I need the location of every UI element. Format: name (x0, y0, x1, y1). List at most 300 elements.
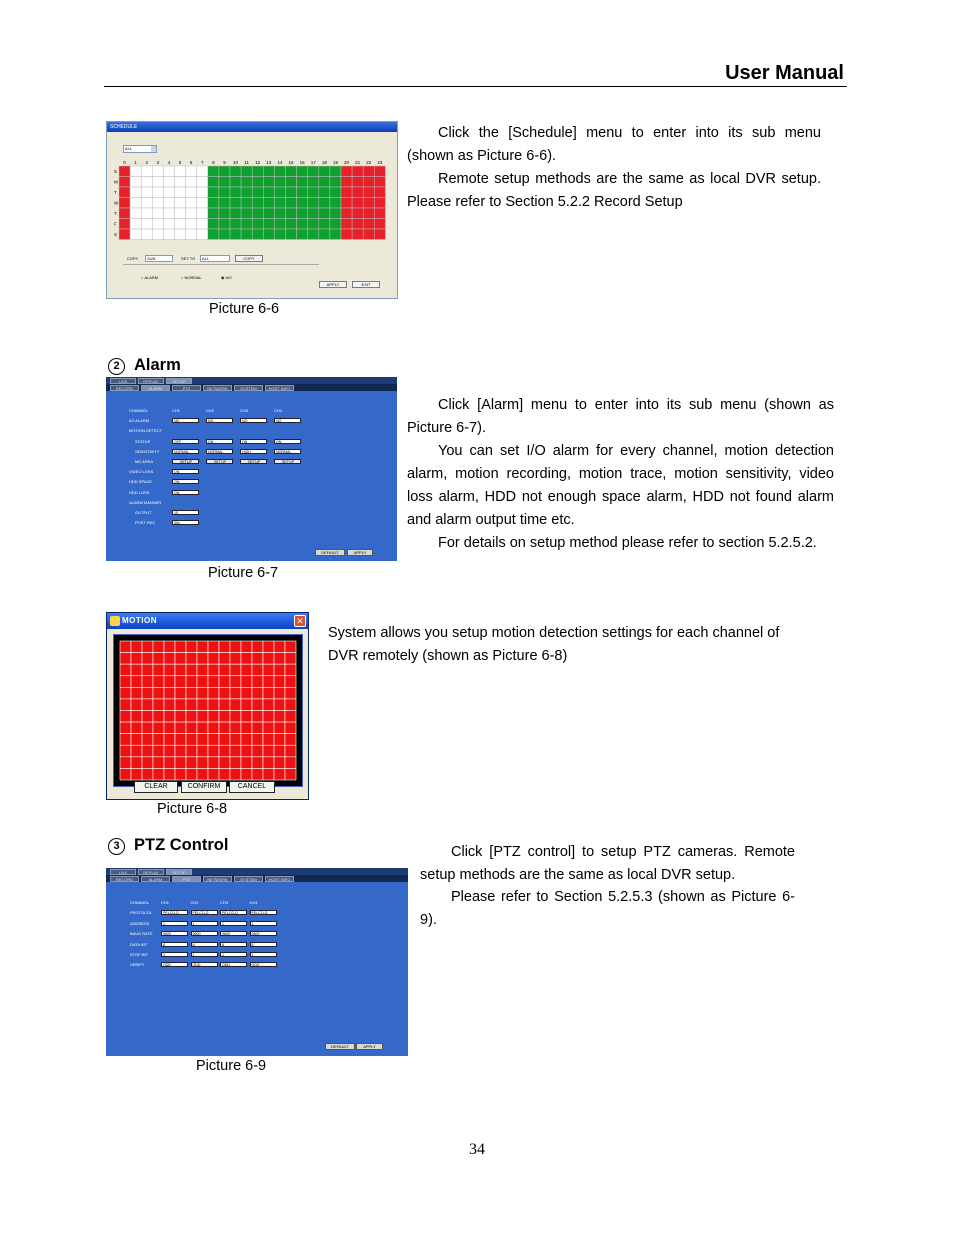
schedule-cell[interactable] (308, 208, 319, 219)
motion-cell[interactable] (274, 722, 285, 734)
motion-cell[interactable] (120, 734, 131, 746)
ptz-select[interactable]: 9600 (250, 931, 277, 936)
close-icon[interactable]: ✕ (294, 615, 306, 627)
motion-cell[interactable] (263, 757, 274, 769)
motion-cell[interactable] (241, 641, 252, 653)
motion-cell[interactable] (285, 745, 296, 757)
alarm-setup-button[interactable]: SETUP (172, 459, 199, 464)
motion-cell[interactable] (263, 745, 274, 757)
schedule-cell[interactable] (230, 166, 241, 177)
motion-cell[interactable] (241, 722, 252, 734)
motion-cell[interactable] (142, 687, 153, 699)
schedule-cell[interactable] (297, 198, 308, 209)
schedule-cell[interactable] (163, 187, 174, 198)
schedule-cell[interactable] (374, 166, 385, 177)
schedule-cell[interactable] (141, 208, 152, 219)
motion-cell[interactable] (142, 722, 153, 734)
schedule-cell[interactable] (286, 208, 297, 219)
motion-cell[interactable] (208, 664, 219, 676)
motion-cell[interactable] (197, 664, 208, 676)
schedule-cell[interactable] (330, 166, 341, 177)
schedule-cell[interactable] (175, 166, 186, 177)
motion-cell[interactable] (164, 757, 175, 769)
ptz-select[interactable]: PELCO-D (220, 910, 247, 915)
schedule-cell[interactable] (152, 166, 163, 177)
motion-cell[interactable] (153, 699, 164, 711)
motion-cell[interactable] (219, 768, 230, 780)
motion-cell[interactable] (241, 676, 252, 688)
motion-cell[interactable] (252, 664, 263, 676)
schedule-cell[interactable] (263, 166, 274, 177)
schedule-cell[interactable] (263, 198, 274, 209)
motion-cell[interactable] (252, 676, 263, 688)
schedule-cell[interactable] (341, 166, 352, 177)
motion-cell[interactable] (186, 734, 197, 746)
schedule-cell[interactable] (208, 177, 219, 188)
schedule-cell[interactable] (175, 187, 186, 198)
schedule-cell[interactable] (241, 177, 252, 188)
schedule-cell[interactable] (119, 177, 130, 188)
schedule-cell[interactable] (274, 187, 285, 198)
motion-cell[interactable] (142, 699, 153, 711)
schedule-cell[interactable] (352, 198, 363, 209)
motion-cell[interactable] (230, 734, 241, 746)
motion-cell[interactable] (142, 676, 153, 688)
schedule-cell[interactable] (219, 187, 230, 198)
schedule-cell[interactable] (219, 208, 230, 219)
alarm-top-tab[interactable]: SETUP (166, 378, 192, 384)
motion-cell[interactable] (153, 653, 164, 665)
alarm-select[interactable]: ON (172, 479, 199, 484)
motion-cell[interactable] (241, 768, 252, 780)
schedule-cell[interactable] (363, 177, 374, 188)
motion-cell[interactable] (252, 734, 263, 746)
ptz-top-tab[interactable]: SETUP (166, 869, 192, 875)
ptz-select[interactable]: 8 (250, 942, 277, 947)
motion-cell[interactable] (263, 722, 274, 734)
motion-cell[interactable] (197, 745, 208, 757)
motion-cell[interactable] (142, 745, 153, 757)
schedule-cell[interactable] (263, 208, 274, 219)
schedule-cell[interactable] (208, 166, 219, 177)
copy-select[interactable]: SUN (145, 255, 173, 262)
clear-button[interactable]: CLEAR (134, 781, 178, 793)
set-to-select[interactable]: ALL (200, 255, 230, 262)
motion-cell[interactable] (153, 745, 164, 757)
schedule-cell[interactable] (286, 166, 297, 177)
motion-cell[interactable] (285, 768, 296, 780)
alarm-select[interactable]: NO (206, 418, 233, 423)
motion-cell[interactable] (263, 734, 274, 746)
motion-cell[interactable] (164, 711, 175, 723)
schedule-cell[interactable] (252, 208, 263, 219)
motion-cell[interactable] (142, 711, 153, 723)
motion-cell[interactable] (175, 711, 186, 723)
schedule-cell[interactable] (252, 177, 263, 188)
motion-cell[interactable] (263, 664, 274, 676)
schedule-cell[interactable] (319, 166, 330, 177)
schedule-cell[interactable] (274, 166, 285, 177)
motion-cell[interactable] (208, 676, 219, 688)
schedule-cell[interactable] (119, 198, 130, 209)
schedule-cell[interactable] (208, 229, 219, 240)
schedule-cell[interactable] (319, 198, 330, 209)
schedule-cell[interactable] (208, 198, 219, 209)
schedule-cell[interactable] (330, 198, 341, 209)
motion-cell[interactable] (197, 676, 208, 688)
schedule-cell[interactable] (152, 208, 163, 219)
alarm-default-button[interactable]: DEFAULT (315, 549, 345, 556)
schedule-cell[interactable] (175, 198, 186, 209)
motion-cell[interactable] (208, 734, 219, 746)
motion-cell[interactable] (186, 711, 197, 723)
motion-cell[interactable] (274, 653, 285, 665)
ptz-select[interactable]: 1 (220, 952, 247, 957)
ptz-select[interactable]: 8 (191, 942, 218, 947)
ptz-tab[interactable]: NETWORK (203, 876, 232, 882)
schedule-cell[interactable] (319, 219, 330, 230)
schedule-cell[interactable] (141, 187, 152, 198)
schedule-cell[interactable] (252, 166, 263, 177)
ptz-select[interactable]: 1 (191, 921, 218, 926)
schedule-cell[interactable] (363, 198, 374, 209)
motion-cell[interactable] (120, 664, 131, 676)
motion-cell[interactable] (120, 641, 131, 653)
motion-cell[interactable] (219, 734, 230, 746)
motion-cell[interactable] (219, 722, 230, 734)
schedule-cell[interactable] (130, 187, 141, 198)
motion-cell[interactable] (153, 641, 164, 653)
motion-cell[interactable] (230, 641, 241, 653)
motion-cell[interactable] (197, 722, 208, 734)
motion-cell[interactable] (219, 711, 230, 723)
schedule-cell[interactable] (197, 166, 208, 177)
schedule-cell[interactable] (163, 219, 174, 230)
motion-cell[interactable] (241, 653, 252, 665)
motion-cell[interactable] (186, 676, 197, 688)
motion-cell[interactable] (285, 711, 296, 723)
motion-cell[interactable] (164, 734, 175, 746)
motion-cell[interactable] (175, 641, 186, 653)
schedule-cell[interactable] (341, 187, 352, 198)
motion-cell[interactable] (208, 687, 219, 699)
motion-cell[interactable] (131, 664, 142, 676)
motion-cell[interactable] (208, 745, 219, 757)
motion-cell[interactable] (241, 664, 252, 676)
motion-cell[interactable] (164, 745, 175, 757)
ptz-select[interactable]: 9600 (161, 931, 188, 936)
motion-cell[interactable] (241, 699, 252, 711)
ptz-select[interactable]: 8 (161, 942, 188, 947)
motion-cell[interactable] (197, 699, 208, 711)
schedule-cell[interactable] (374, 198, 385, 209)
alarm-select[interactable]: NO (240, 418, 267, 423)
motion-cell[interactable] (230, 722, 241, 734)
motion-cell[interactable] (142, 734, 153, 746)
schedule-cell[interactable] (186, 166, 197, 177)
schedule-cell[interactable] (186, 229, 197, 240)
alarm-tab[interactable]: ALARM (141, 385, 170, 391)
motion-cell[interactable] (208, 711, 219, 723)
motion-cell[interactable] (186, 745, 197, 757)
schedule-cell[interactable] (152, 187, 163, 198)
motion-cell[interactable] (153, 734, 164, 746)
ptz-apply-button[interactable]: APPLY (356, 1043, 383, 1050)
motion-cell[interactable] (153, 664, 164, 676)
motion-cell[interactable] (252, 653, 263, 665)
ptz-select[interactable]: 1 (161, 952, 188, 957)
schedule-cell[interactable] (308, 229, 319, 240)
ptz-select[interactable]: ODD (250, 962, 277, 967)
schedule-cell[interactable] (197, 198, 208, 209)
motion-cell[interactable] (274, 757, 285, 769)
schedule-cell[interactable] (219, 219, 230, 230)
alarm-tab[interactable]: HOST INFO (265, 385, 294, 391)
motion-cell[interactable] (252, 699, 263, 711)
motion-cell[interactable] (208, 641, 219, 653)
ptz-select[interactable]: 1 (161, 921, 188, 926)
motion-cell[interactable] (197, 757, 208, 769)
schedule-cell[interactable] (352, 219, 363, 230)
motion-cell[interactable] (274, 676, 285, 688)
schedule-cell[interactable] (175, 219, 186, 230)
alarm-top-tab[interactable]: LIVE (110, 378, 136, 384)
motion-cell[interactable] (153, 711, 164, 723)
schedule-cell[interactable] (352, 177, 363, 188)
motion-cell[interactable] (219, 676, 230, 688)
motion-cell[interactable] (274, 711, 285, 723)
schedule-cell[interactable] (119, 219, 130, 230)
schedule-cell[interactable] (286, 229, 297, 240)
ptz-select[interactable]: PELCO-D (191, 910, 218, 915)
motion-cell[interactable] (197, 768, 208, 780)
schedule-cell[interactable] (363, 208, 374, 219)
schedule-cell[interactable] (352, 187, 363, 198)
motion-cell[interactable] (186, 722, 197, 734)
confirm-button[interactable]: CONFIRM (181, 781, 227, 793)
motion-cell[interactable] (230, 687, 241, 699)
motion-cell[interactable] (285, 687, 296, 699)
schedule-cell[interactable] (130, 177, 141, 188)
motion-cell[interactable] (175, 734, 186, 746)
alarm-select[interactable]: OFF (172, 439, 199, 444)
schedule-channel-select[interactable] (123, 145, 157, 153)
schedule-cell[interactable] (374, 219, 385, 230)
alarm-setup-button[interactable]: SETUP (206, 459, 233, 464)
schedule-cell[interactable] (352, 229, 363, 240)
motion-cell[interactable] (142, 757, 153, 769)
schedule-grid[interactable] (113, 158, 393, 268)
schedule-cell[interactable] (363, 229, 374, 240)
schedule-cell[interactable] (141, 166, 152, 177)
schedule-cell[interactable] (341, 198, 352, 209)
schedule-cell[interactable] (297, 219, 308, 230)
schedule-cell[interactable] (286, 219, 297, 230)
motion-cell[interactable] (153, 757, 164, 769)
motion-cell[interactable] (219, 687, 230, 699)
alarm-tab[interactable]: NETWORK (203, 385, 232, 391)
schedule-cell[interactable] (241, 229, 252, 240)
motion-cell[interactable] (131, 699, 142, 711)
schedule-cell[interactable] (175, 229, 186, 240)
motion-cell[interactable] (219, 653, 230, 665)
schedule-cell[interactable] (374, 177, 385, 188)
schedule-cell[interactable] (230, 198, 241, 209)
motion-cell[interactable] (131, 653, 142, 665)
alarm-select[interactable]: NORMAL (206, 449, 233, 454)
motion-cell[interactable] (208, 757, 219, 769)
schedule-cell[interactable] (297, 229, 308, 240)
schedule-cell[interactable] (308, 219, 319, 230)
schedule-cell[interactable] (197, 229, 208, 240)
schedule-cell[interactable] (130, 229, 141, 240)
motion-cell[interactable] (274, 768, 285, 780)
motion-cell[interactable] (274, 734, 285, 746)
motion-cell[interactable] (285, 757, 296, 769)
schedule-cell[interactable] (130, 208, 141, 219)
schedule-cell[interactable] (330, 229, 341, 240)
motion-cell[interactable] (197, 734, 208, 746)
schedule-cell[interactable] (119, 166, 130, 177)
motion-cell[interactable] (285, 641, 296, 653)
ptz-select[interactable]: 1 (250, 921, 277, 926)
apply-button[interactable]: APPLY (319, 281, 347, 288)
ptz-select[interactable]: ODD (191, 962, 218, 967)
schedule-cell[interactable] (319, 177, 330, 188)
schedule-cell[interactable] (297, 187, 308, 198)
ptz-select[interactable]: ODD (220, 962, 247, 967)
schedule-cell[interactable] (186, 177, 197, 188)
motion-cell[interactable] (285, 653, 296, 665)
schedule-cell[interactable] (175, 208, 186, 219)
ptz-tab[interactable]: SYSTEM (234, 876, 263, 882)
schedule-cell[interactable] (252, 219, 263, 230)
motion-cell[interactable] (208, 768, 219, 780)
ptz-tab[interactable]: HOST INFO (265, 876, 294, 882)
schedule-cell[interactable] (252, 198, 263, 209)
schedule-cell[interactable] (374, 208, 385, 219)
schedule-cell[interactable] (219, 166, 230, 177)
motion-cell[interactable] (230, 745, 241, 757)
exit-button[interactable]: EXIT (352, 281, 380, 288)
motion-cell[interactable] (175, 757, 186, 769)
ptz-select[interactable]: 9600 (220, 931, 247, 936)
alarm-select[interactable]: ON (172, 469, 199, 474)
motion-cell[interactable] (186, 653, 197, 665)
schedule-cell[interactable] (252, 229, 263, 240)
motion-cell[interactable] (164, 722, 175, 734)
schedule-cell[interactable] (230, 208, 241, 219)
schedule-cell[interactable] (319, 187, 330, 198)
schedule-cell[interactable] (263, 187, 274, 198)
motion-cell[interactable] (175, 687, 186, 699)
alarm-tab[interactable]: PTZ (172, 385, 201, 391)
motion-cell[interactable] (197, 641, 208, 653)
schedule-cell[interactable] (263, 177, 274, 188)
motion-cell[interactable] (208, 653, 219, 665)
motion-cell[interactable] (142, 641, 153, 653)
motion-cell[interactable] (142, 653, 153, 665)
schedule-cell[interactable] (319, 208, 330, 219)
schedule-cell[interactable] (208, 219, 219, 230)
ptz-default-button[interactable]: DEFAULT (325, 1043, 355, 1050)
schedule-cell[interactable] (163, 229, 174, 240)
motion-cell[interactable] (164, 653, 175, 665)
motion-cell[interactable] (263, 653, 274, 665)
alarm-select[interactable]: ON (274, 439, 301, 444)
ptz-top-tab[interactable]: LIVE (110, 869, 136, 875)
schedule-cell[interactable] (186, 187, 197, 198)
motion-cell[interactable] (142, 768, 153, 780)
motion-cell[interactable] (153, 676, 164, 688)
schedule-cell[interactable] (163, 198, 174, 209)
schedule-cell[interactable] (330, 219, 341, 230)
motion-cell[interactable] (175, 768, 186, 780)
schedule-cell[interactable] (175, 177, 186, 188)
motion-cell[interactable] (263, 768, 274, 780)
motion-cell[interactable] (175, 745, 186, 757)
motion-cell[interactable] (164, 768, 175, 780)
motion-cell[interactable] (120, 711, 131, 723)
ptz-select[interactable]: PELCO-D (161, 910, 188, 915)
motion-cell[interactable] (285, 722, 296, 734)
motion-cell[interactable] (131, 676, 142, 688)
alarm-select[interactable]: NORMAL (274, 449, 301, 454)
ptz-select[interactable]: 9600 (191, 931, 218, 936)
ptz-select[interactable]: 1 (250, 952, 277, 957)
schedule-cell[interactable] (152, 219, 163, 230)
legend-no[interactable]: ◉ NO (221, 275, 232, 280)
schedule-cell[interactable] (374, 229, 385, 240)
motion-cell[interactable] (219, 699, 230, 711)
schedule-cell[interactable] (330, 187, 341, 198)
schedule-cell[interactable] (186, 219, 197, 230)
ptz-select[interactable]: 1 (191, 952, 218, 957)
schedule-cell[interactable] (163, 208, 174, 219)
motion-cell[interactable] (208, 699, 219, 711)
motion-cell[interactable] (219, 641, 230, 653)
schedule-cell[interactable] (352, 166, 363, 177)
motion-cell[interactable] (252, 768, 263, 780)
schedule-cell[interactable] (274, 177, 285, 188)
motion-cell[interactable] (230, 676, 241, 688)
schedule-cell[interactable] (297, 208, 308, 219)
motion-cell[interactable] (186, 641, 197, 653)
motion-cell[interactable] (186, 757, 197, 769)
schedule-cell[interactable] (308, 187, 319, 198)
schedule-cell[interactable] (352, 208, 363, 219)
motion-cell[interactable] (252, 687, 263, 699)
motion-cell[interactable] (175, 676, 186, 688)
alarm-top-tab[interactable]: REPLAY (138, 378, 164, 384)
motion-cell[interactable] (219, 664, 230, 676)
ptz-select[interactable]: PELCO-D (250, 910, 277, 915)
motion-cell[interactable] (164, 699, 175, 711)
motion-cell[interactable] (164, 687, 175, 699)
motion-cell[interactable] (252, 745, 263, 757)
motion-cell[interactable] (186, 699, 197, 711)
ptz-select[interactable]: 1 (220, 921, 247, 926)
schedule-cell[interactable] (274, 208, 285, 219)
schedule-cell[interactable] (141, 219, 152, 230)
alarm-select[interactable]: NO (172, 418, 199, 423)
schedule-cell[interactable] (341, 229, 352, 240)
schedule-cell[interactable] (186, 208, 197, 219)
motion-cell[interactable] (153, 687, 164, 699)
schedule-cell[interactable] (308, 166, 319, 177)
schedule-cell[interactable] (297, 166, 308, 177)
motion-cell[interactable] (274, 745, 285, 757)
